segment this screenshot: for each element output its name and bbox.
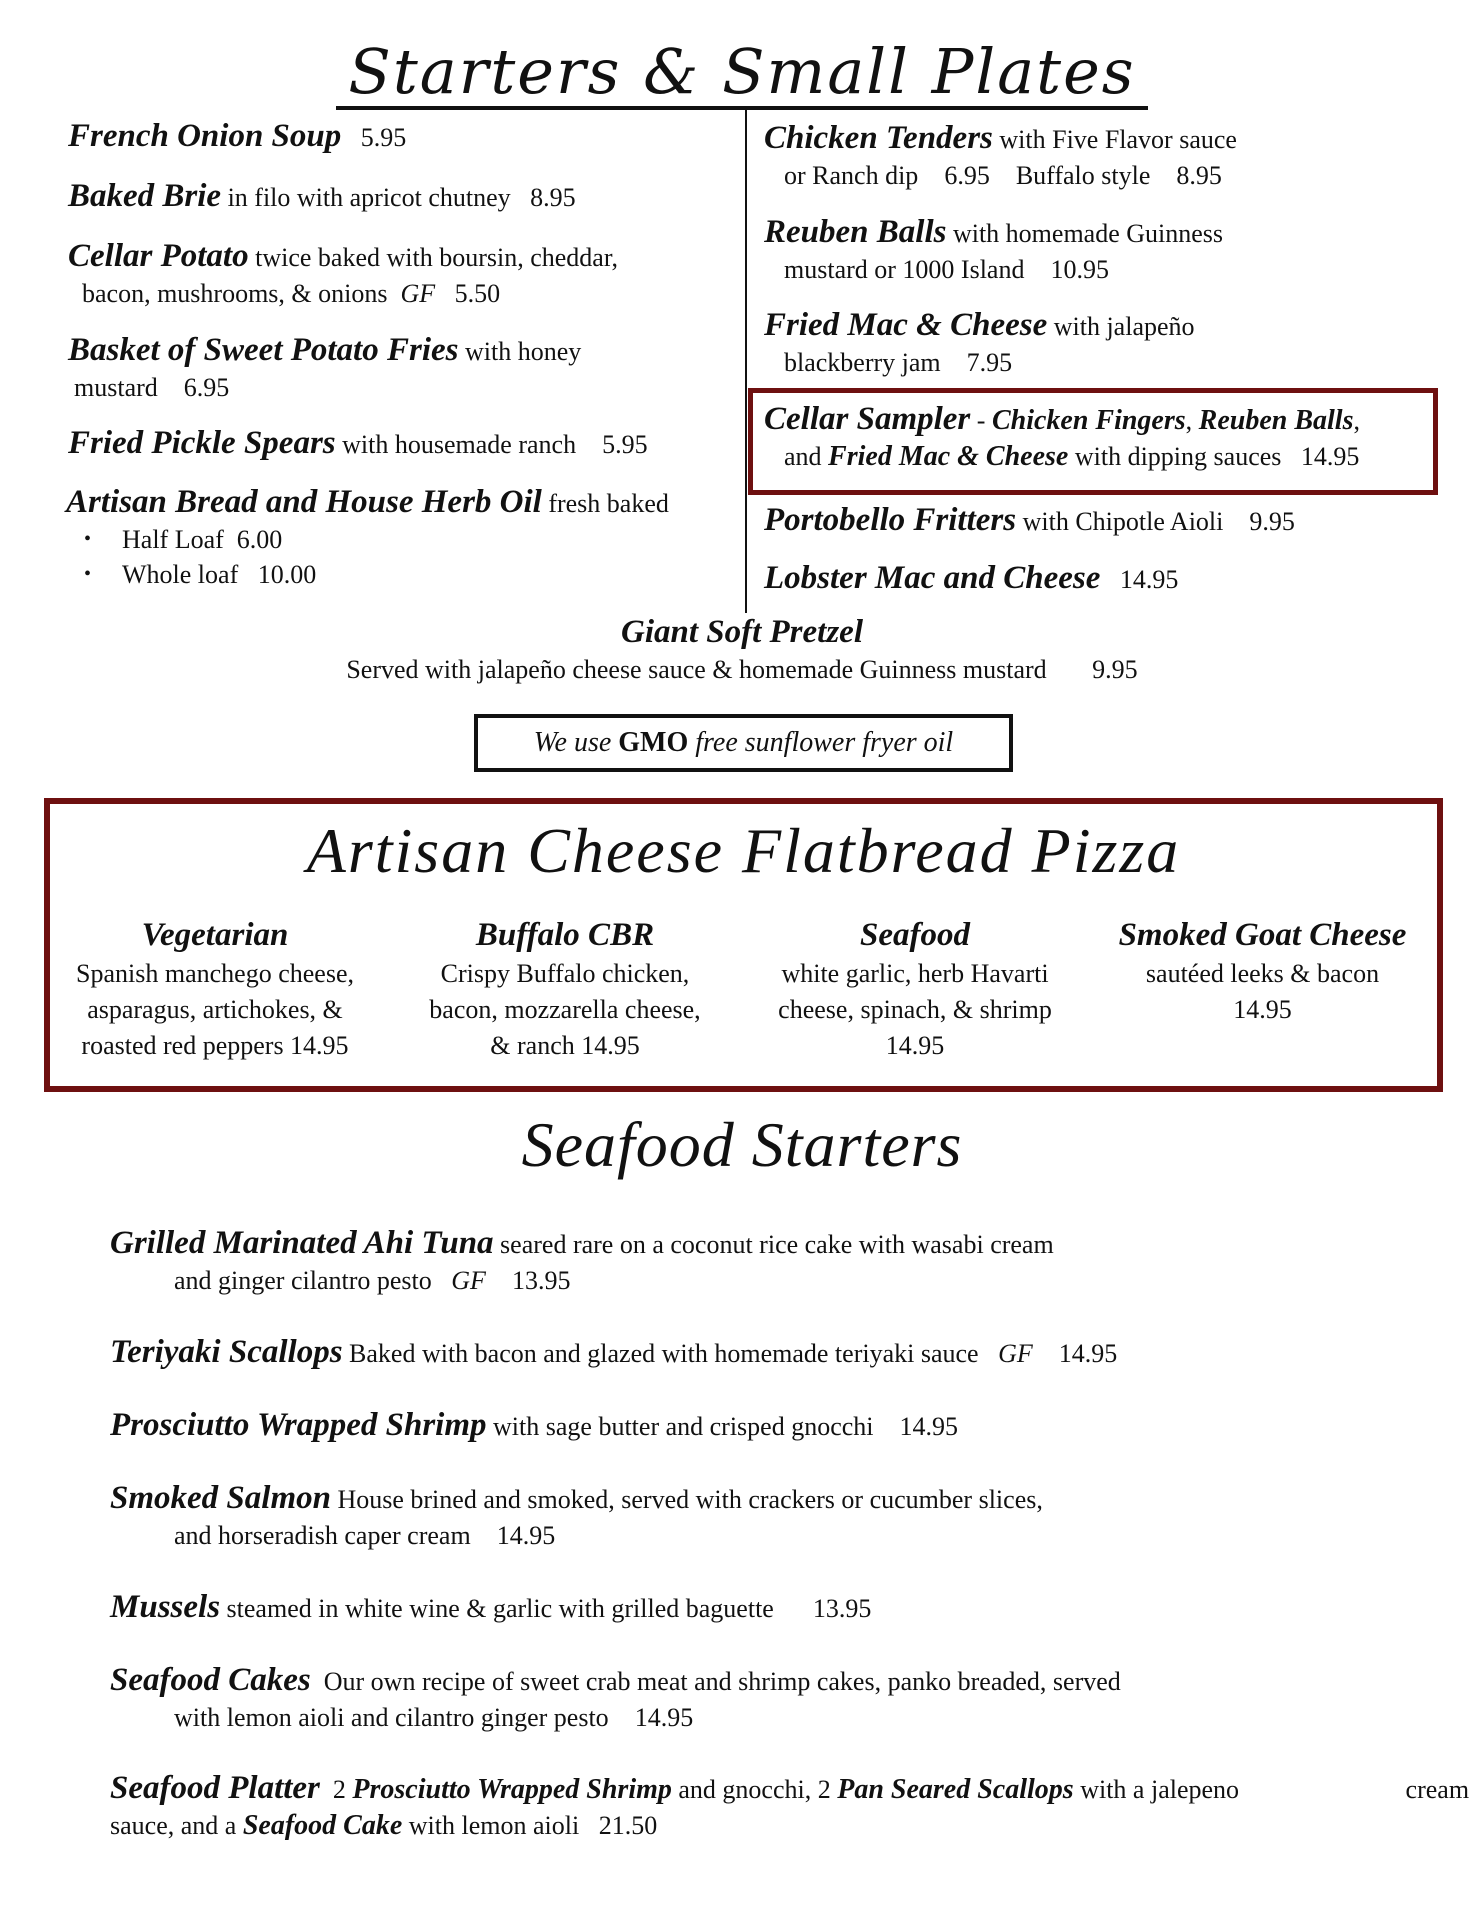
item-name: Lobster Mac and Cheese — [764, 560, 1101, 596]
item-desc2: blackberry jam — [784, 348, 941, 377]
item-name: Seafood Cakes — [110, 1662, 311, 1698]
column-divider — [745, 108, 747, 613]
gf-tag: GF — [998, 1339, 1033, 1368]
item-price: 7.95 — [966, 348, 1013, 377]
item-name: French Onion Soup — [68, 118, 342, 154]
gmo-note-strong: GMO — [618, 727, 689, 758]
platter-text-4: with lemon aioli — [408, 1811, 580, 1840]
item-desc: Our own recipe of sweet crab meat and shrimp cakes, panko breaded, served — [323, 1667, 1121, 1696]
platter-text-3: cream sauce, and a — [110, 1775, 1470, 1840]
item-price: 9.95 — [1249, 507, 1295, 536]
menu-item-cellar-sampler: Cellar Sampler - Chicken Fingers, Reuben Balls, and Fried Mac & Cheese with dipping sauces 14.95 — [764, 401, 1360, 475]
pizza-name: Seafood — [860, 917, 970, 953]
gmo-note-box — [474, 714, 1013, 772]
item-name: Cellar Potato — [68, 238, 249, 274]
menu-item-french-onion-soup — [68, 118, 406, 156]
item-desc: Served with jalapeño cheese sauce & homemade Guinness mustard — [346, 655, 1047, 684]
item-desc: twice baked with boursin, cheddar, — [255, 243, 618, 272]
menu-item-reuben-balls — [764, 214, 1223, 288]
flatbread-title: Artisan Cheese Flatbread Pizza — [306, 815, 1181, 886]
platter-part-2: Pan Seared Scallops — [837, 1774, 1074, 1805]
item-desc-line2 — [764, 439, 1360, 475]
flatbread-section — [44, 798, 1443, 1092]
item-price: 14.95 — [1058, 1339, 1118, 1368]
item-desc2: bacon, mushrooms, & onions — [82, 279, 388, 308]
item-desc: steamed in white wine & garlic with grilled baguette — [226, 1594, 774, 1623]
menu-item-cellar-potato — [68, 238, 618, 312]
item-name: Teriyaki Scallops — [110, 1334, 343, 1370]
item-desc-line2 — [110, 1700, 1121, 1736]
pizza-desc-line: Crispy Buffalo chicken, — [440, 959, 690, 988]
menu-item-ahi-tuna — [110, 1225, 1054, 1299]
item-price: 5.50 — [454, 279, 501, 308]
pizza-desc-line: bacon, mozzarella cheese, — [429, 995, 701, 1024]
item-price: 14.95 — [496, 1521, 556, 1550]
item-name: Reuben Balls — [764, 214, 947, 250]
item-desc: with honey — [465, 337, 582, 366]
item-desc: with sage butter and crisped gnocchi — [493, 1412, 874, 1441]
item-price: 9.95 — [1092, 655, 1138, 684]
sampler-part-3: Fried Mac & Cheese — [828, 441, 1069, 472]
item-name: Grilled Marinated Ahi Tuna — [110, 1225, 494, 1261]
gmo-note-pre: We use — [533, 727, 612, 758]
item-name: Artisan Bread and House Herb Oil — [66, 484, 542, 520]
menu-item-sweet-potato-fries — [68, 332, 581, 406]
menu-item-baked-brie — [68, 178, 576, 216]
pizza-desc-line: roasted red peppers 14.95 — [81, 1031, 349, 1060]
item-desc2: or Ranch dip — [784, 161, 919, 190]
item-name: Fried Mac & Cheese — [764, 307, 1048, 343]
pizza-buffalo-cbr — [400, 914, 730, 1064]
pizza-desc-line: 14.95 — [1233, 995, 1292, 1024]
item-desc-line2 — [764, 252, 1223, 288]
item-price: 5.95 — [360, 123, 407, 152]
menu-item-giant-soft-pretzel — [0, 612, 1484, 688]
item-desc: with Five Flavor sauce — [999, 125, 1237, 154]
item-name: Prosciutto Wrapped Shrimp — [110, 1407, 487, 1443]
pizza-name: Vegetarian — [141, 917, 289, 953]
starters-title: Starters & Small Plates — [336, 38, 1147, 110]
item-desc2: with lemon aioli and cilantro ginger pesto — [174, 1703, 609, 1732]
pizza-name: Buffalo CBR — [475, 917, 655, 953]
option-label: Whole loaf — [122, 560, 239, 589]
item-desc-line2 — [68, 370, 581, 406]
item-desc: with housemade ranch — [342, 430, 577, 459]
item-name: Portobello Fritters — [764, 502, 1017, 538]
item-desc: with jalapeño — [1053, 312, 1195, 341]
pizza-desc-line: white garlic, herb Havarti — [781, 959, 1049, 988]
item-price: 6.95 — [944, 161, 990, 190]
option-price: 6.00 — [236, 525, 283, 554]
item-extra-price: 8.95 — [1176, 161, 1222, 190]
sampler-part-2: Reuben Balls — [1198, 405, 1354, 436]
seafood-title: Seafood Starters — [521, 1109, 963, 1180]
bread-option — [66, 557, 669, 592]
sampler-and: and — [784, 442, 822, 471]
item-dash: - — [976, 406, 986, 435]
bread-options-list — [66, 522, 669, 592]
menu-item-teriyaki-scallops — [110, 1334, 1117, 1372]
menu-item-seafood-cakes — [110, 1662, 1121, 1736]
platter-part-1: Prosciutto Wrapped Shrimp — [352, 1774, 672, 1805]
item-price: 10.95 — [1050, 255, 1109, 284]
platter-text-2: with a jalepeno — [1080, 1775, 1240, 1804]
menu-item-mussels — [110, 1589, 871, 1627]
item-desc-line2 — [110, 1263, 1054, 1299]
starters-title-wrap — [0, 35, 1484, 110]
item-desc2: and horseradish caper cream — [174, 1521, 471, 1550]
item-desc-line2 — [764, 345, 1195, 381]
item-desc: with Chipotle Aioli — [1022, 507, 1224, 536]
item-name: Baked Brie — [68, 178, 222, 214]
item-name: Mussels — [110, 1589, 221, 1625]
item-desc-line2 — [110, 1518, 1043, 1554]
menu-item-chicken-tenders — [764, 120, 1237, 194]
pizza-desc-line: 14.95 — [885, 1031, 945, 1060]
pizza-desc-line: cheese, spinach, & shrimp — [778, 995, 1052, 1024]
pizza-desc-line: Spanish manchego cheese, — [76, 959, 354, 988]
menu-item-smoked-salmon — [110, 1480, 1043, 1554]
item-price: 13.95 — [511, 1266, 571, 1295]
item-desc-line2 — [68, 276, 618, 312]
menu-item-fried-pickle-spears — [68, 425, 648, 463]
item-name: Basket of Sweet Potato Fries — [68, 332, 459, 368]
sampler-part-1: Chicken Fingers — [991, 405, 1186, 436]
item-desc-line2 — [764, 158, 1237, 194]
item-extra: Buffalo style — [1015, 161, 1151, 190]
item-price: 8.95 — [530, 183, 576, 212]
item-price: 6.95 — [183, 373, 230, 402]
item-desc2: mustard or 1000 Island — [784, 255, 1025, 284]
pizza-desc-line: & ranch 14.95 — [490, 1031, 640, 1060]
item-desc: in filo with apricot chutney — [227, 183, 511, 212]
item-price: 14.95 — [899, 1412, 959, 1441]
platter-text-1: and gnocchi, 2 — [678, 1775, 831, 1804]
menu-item-fried-mac-cheese — [764, 307, 1195, 381]
item-desc: House brined and smoked, served with crackers or cucumber slices, — [337, 1485, 1043, 1514]
item-desc: Baked with bacon and glazed with homemade teriyaki sauce — [349, 1339, 979, 1368]
item-desc2: and ginger cilantro pesto — [174, 1266, 432, 1295]
item-desc: seared rare on a coconut rice cake with wasabi cream — [500, 1230, 1054, 1259]
pizza-smoked-goat-cheese — [1090, 914, 1435, 1028]
menu-item-artisan-bread — [66, 484, 669, 592]
menu-item-portobello-fritters — [764, 502, 1295, 540]
pizza-seafood — [750, 914, 1080, 1064]
pizza-vegetarian — [50, 914, 380, 1064]
item-price: 13.95 — [812, 1594, 872, 1623]
option-price: 10.00 — [257, 560, 317, 589]
platter-qty: 2 — [332, 1775, 346, 1804]
item-desc-line — [0, 652, 1484, 688]
item-name: Giant Soft Pretzel — [620, 614, 863, 650]
menu-item-lobster-mac — [764, 560, 1178, 598]
menu-item-prosciutto-shrimp — [110, 1407, 958, 1445]
item-price: 5.95 — [602, 430, 648, 459]
item-name: Fried Pickle Spears — [68, 425, 336, 461]
pizza-desc-line: asparagus, artichokes, & — [87, 995, 343, 1024]
pizza-name: Smoked Goat Cheese — [1118, 917, 1407, 953]
gf-tag: GF — [451, 1266, 486, 1295]
platter-part-3: Seafood Cake — [242, 1810, 403, 1841]
bread-option — [66, 522, 669, 557]
item-name: Chicken Tenders — [764, 120, 993, 156]
item-name: Smoked Salmon — [110, 1480, 331, 1516]
item-desc: with dipping sauces — [1074, 442, 1282, 471]
item-price: 14.95 — [1119, 565, 1179, 594]
item-desc: with homemade Guinness — [952, 219, 1224, 248]
sampler-comma: , — [1185, 406, 1193, 435]
item-desc2: mustard — [74, 373, 158, 402]
gmo-note-post: free sunflower fryer oil — [695, 727, 954, 758]
item-price: 14.95 — [634, 1703, 694, 1732]
pizza-desc-line: sautéed leeks & bacon — [1145, 959, 1380, 988]
item-desc: fresh baked — [548, 489, 669, 518]
item-name: Seafood Platter — [110, 1770, 320, 1806]
menu-item-seafood-platter — [110, 1770, 1484, 1844]
item-price: 21.50 — [598, 1811, 658, 1840]
gf-tag: GF — [400, 279, 436, 308]
item-name: Cellar Sampler — [764, 401, 971, 437]
option-label: Half Loaf — [122, 525, 224, 554]
item-price: 14.95 — [1300, 442, 1360, 471]
